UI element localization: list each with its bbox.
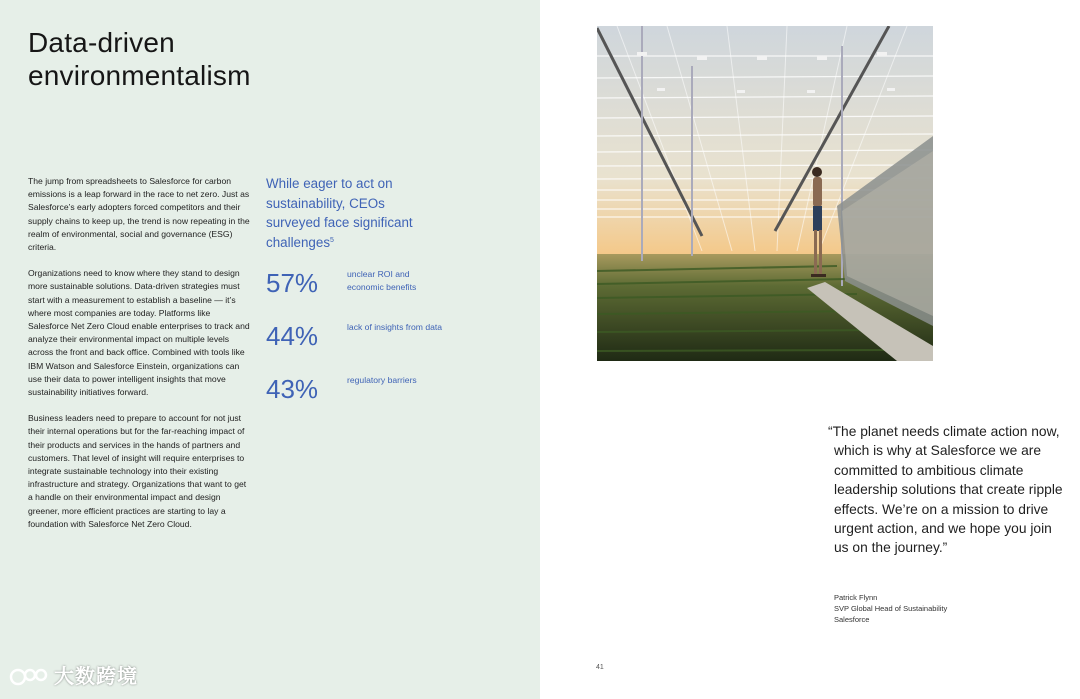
stat-value: 44% bbox=[266, 321, 319, 351]
stat-label: regulatory barriers bbox=[347, 375, 417, 385]
body-text-column bbox=[28, 175, 250, 544]
watermark bbox=[8, 664, 138, 690]
callout-text: While eager to act on sustainability, CEOs surveyed face significant challenges bbox=[266, 176, 413, 250]
stat-value: 57% bbox=[266, 268, 319, 298]
right-page bbox=[540, 0, 1080, 699]
attribution-name: Patrick Flynn bbox=[834, 593, 878, 602]
title-line-2: environmentalism bbox=[28, 60, 251, 91]
watermark-logo-icon bbox=[8, 665, 50, 689]
body-paragraph: The jump from spreadsheets to Salesforce for carbon emissions is a leap forward in the race to net zero. Just as Salesforce’s early adopters forced competitors and their supply chains to keep up, the trend is now repeating in the realm of environmental, social and governance (ESG) criteria. bbox=[28, 176, 250, 253]
stat-value: 43% bbox=[266, 374, 319, 404]
title-line-1: Data-driven bbox=[28, 27, 175, 58]
greenhouse-photo bbox=[597, 26, 933, 361]
pull-quote: “The planet needs climate action now, which is why at Salesforce we are committed to ambitious climate leadership solutions that create ripple effects. We’re on a mission to drive urgent action, and we hope you join us on the journey.” bbox=[828, 424, 1063, 556]
stat-item bbox=[266, 374, 466, 410]
stat-label: lack of insights from data bbox=[347, 322, 443, 332]
stat-label: unclear ROI and economic benefits bbox=[347, 269, 417, 292]
page-title bbox=[28, 26, 251, 92]
body-paragraph: Organizations need to know where they stand to design more sustainable solutions. Data-driven strategies must start with a measurement to establish a baseline — it’s where most companies are today. Platforms like Salesforce Net Zero Cloud enable enterprises to track and analyze their environmental impact on multiple levels across the front and back office. Combined with tools like IBM Watson and Salesforce Einstein, organizations can use their data to power intelligent insights that move sustainability initiatives forward. bbox=[28, 268, 250, 398]
stat-item bbox=[266, 321, 466, 357]
page-number: 41 bbox=[596, 664, 604, 671]
footnote-marker: 5 bbox=[330, 236, 334, 244]
quote-attribution bbox=[834, 592, 947, 625]
attribution-role: SVP Global Head of Sustainability bbox=[834, 604, 948, 613]
watermark-text: 大数跨境 bbox=[54, 666, 138, 688]
attribution-company: Salesforce bbox=[834, 615, 870, 624]
body-paragraph: Business leaders need to prepare to account for not just their internal operations but for the far-reaching impact of their products and services in the hands of partners and customers. That level of insight will require enterprises to integrate sustainable technology into their existing infrastructure and strategy. Organizations that want to get a handle on their environmental impact and design greener, more efficient practices are starting to lay a foundation with Salesforce Net Zero Cloud. bbox=[28, 413, 247, 529]
callout-heading bbox=[266, 174, 436, 252]
stat-item bbox=[266, 268, 466, 304]
